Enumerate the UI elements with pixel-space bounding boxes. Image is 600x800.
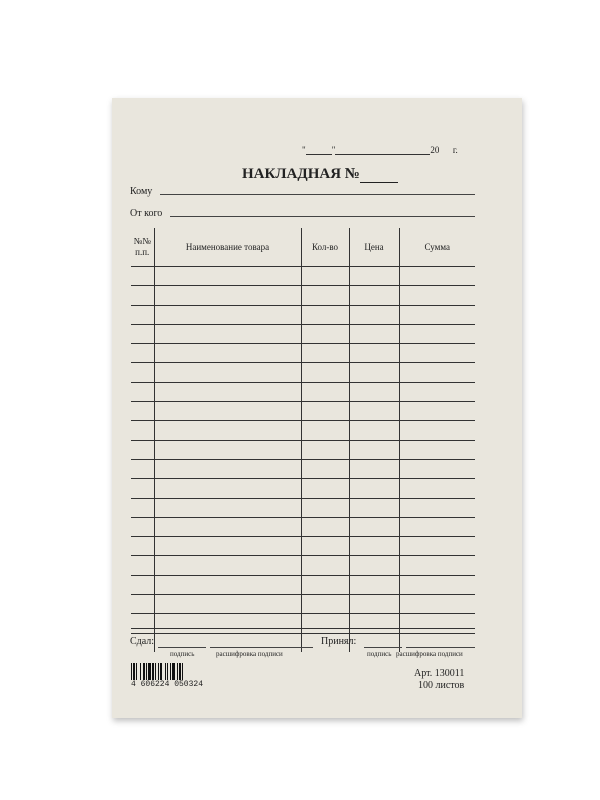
table-cell [349,575,399,594]
table-cell [154,498,301,517]
table-cell [301,286,349,305]
table-cell [154,614,301,633]
table-cell [301,267,349,286]
invoice-number-blank [360,170,398,183]
table-row [131,459,475,478]
table-row [131,537,475,556]
table-cell [301,305,349,324]
table-cell [399,363,475,382]
table-cell [131,479,154,498]
table-cell [399,595,475,614]
table-cell [301,440,349,459]
sender-line [170,216,475,217]
year-suffix: г. [452,145,458,155]
table-cell [154,556,301,575]
table-cell [349,517,399,536]
header-quantity: Кол-во [301,228,349,267]
table-cell [399,267,475,286]
table-cell [301,479,349,498]
table-cell [131,556,154,575]
table-cell [154,537,301,556]
table-cell [349,459,399,478]
sender-field [130,208,475,219]
table-cell [349,363,399,382]
table-cell [399,286,475,305]
recipient-field [130,186,475,197]
table-cell [154,440,301,459]
table-cell [349,595,399,614]
table-cell [349,479,399,498]
table-row [131,305,475,324]
table-cell [349,286,399,305]
table-cell [399,614,475,633]
table-cell [301,595,349,614]
table-row [131,402,475,421]
table-cell [301,421,349,440]
table-cell [349,344,399,363]
table-cell [131,382,154,401]
table-cell [349,498,399,517]
table-cell [399,459,475,478]
table-cell [301,363,349,382]
table-cell [301,517,349,536]
table-cell [131,324,154,343]
table-cell [301,382,349,401]
table-cell [399,382,475,401]
table-cell [154,267,301,286]
header-price: Цена [349,228,399,267]
handed-transcript-line [210,647,313,648]
table-cell [131,421,154,440]
table-cell [301,537,349,556]
table-cell [349,382,399,401]
table-cell [131,459,154,478]
table-row [131,479,475,498]
table-cell [399,537,475,556]
table-cell [349,324,399,343]
table-cell [131,498,154,517]
table-cell [399,479,475,498]
table-cell [131,575,154,594]
table-cell [131,402,154,421]
table-cell [349,305,399,324]
table-cell [154,459,301,478]
header-item-name: Наименование товара [154,228,301,267]
received-transcript-line [406,647,475,648]
table-cell [154,402,301,421]
table-cell [131,305,154,324]
table-row [131,267,475,286]
table-cell [349,556,399,575]
received-label: Принял: [321,636,357,647]
table-cell [301,614,349,633]
table-cell [349,440,399,459]
form-title [242,166,398,183]
table-cell [131,440,154,459]
goods-table-body [131,267,475,652]
header-row-number: №№ п.п. [131,228,154,267]
signature-row [130,636,475,658]
table-cell [131,517,154,536]
received-signature-line [364,647,402,648]
barcode-number: 4 606224 050324 [131,680,204,689]
table-cell [154,517,301,536]
table-cell [349,537,399,556]
sheet-count: 100 листов [418,680,465,691]
table-row [131,344,475,363]
received-transcript-caption: расшифровка подписи [396,650,463,658]
table-cell [154,286,301,305]
table-cell [399,575,475,594]
table-cell [131,363,154,382]
table-cell [301,556,349,575]
table-cell [301,344,349,363]
table-row [131,286,475,305]
table-cell [301,459,349,478]
table-cell [154,595,301,614]
table-cell [349,267,399,286]
goods-table-header [131,228,475,267]
table-row [131,575,475,594]
received-signature-caption: подпись [367,650,392,658]
table-row [131,614,475,633]
table-cell [301,575,349,594]
table-row [131,595,475,614]
recipient-label: Кому [130,186,153,197]
table-row [131,363,475,382]
header-amount: Сумма [399,228,475,267]
table-bottom-rule [131,628,475,629]
year-prefix: 20 [430,145,440,155]
date-line [302,145,482,155]
table-cell [349,614,399,633]
table-cell [154,421,301,440]
table-cell [131,614,154,633]
table-cell [301,324,349,343]
form-title-text: НАКЛАДНАЯ № [242,166,360,182]
table-cell [399,517,475,536]
table-cell [349,421,399,440]
table-cell [399,421,475,440]
table-cell [154,363,301,382]
table-row [131,324,475,343]
day-blank [306,146,332,155]
recipient-line [160,194,475,195]
product-meta [414,668,464,692]
table-cell [154,575,301,594]
table-cell [131,267,154,286]
table-row [131,421,475,440]
table-cell [154,344,301,363]
table-row [131,556,475,575]
table-row [131,382,475,401]
table-cell [399,344,475,363]
table-cell [399,402,475,421]
table-cell [301,498,349,517]
table-row [131,440,475,459]
handed-signature-line [158,647,206,648]
handed-label: Сдал: [130,636,155,647]
table-cell [131,344,154,363]
table-cell [399,556,475,575]
table-cell [154,479,301,498]
table-cell [131,286,154,305]
date-open-quote: " [302,145,306,155]
table-row [131,517,475,536]
table-cell [399,324,475,343]
table-cell [349,402,399,421]
table-cell [131,595,154,614]
table-cell [399,440,475,459]
sender-label: От кого [130,208,163,219]
month-blank [335,146,430,155]
invoice-form-sheet [112,98,522,718]
table-cell [154,324,301,343]
table-row [131,498,475,517]
handed-signature-caption: подпись [170,650,195,658]
handed-transcript-caption: расшифровка подписи [216,650,283,658]
goods-table [131,228,475,652]
table-cell [399,498,475,517]
article-number: Арт. 130011 [414,668,465,679]
table-cell [154,382,301,401]
table-cell [131,537,154,556]
table-cell [301,402,349,421]
table-cell [154,305,301,324]
date-close-quote: " [331,145,336,155]
table-cell [399,305,475,324]
